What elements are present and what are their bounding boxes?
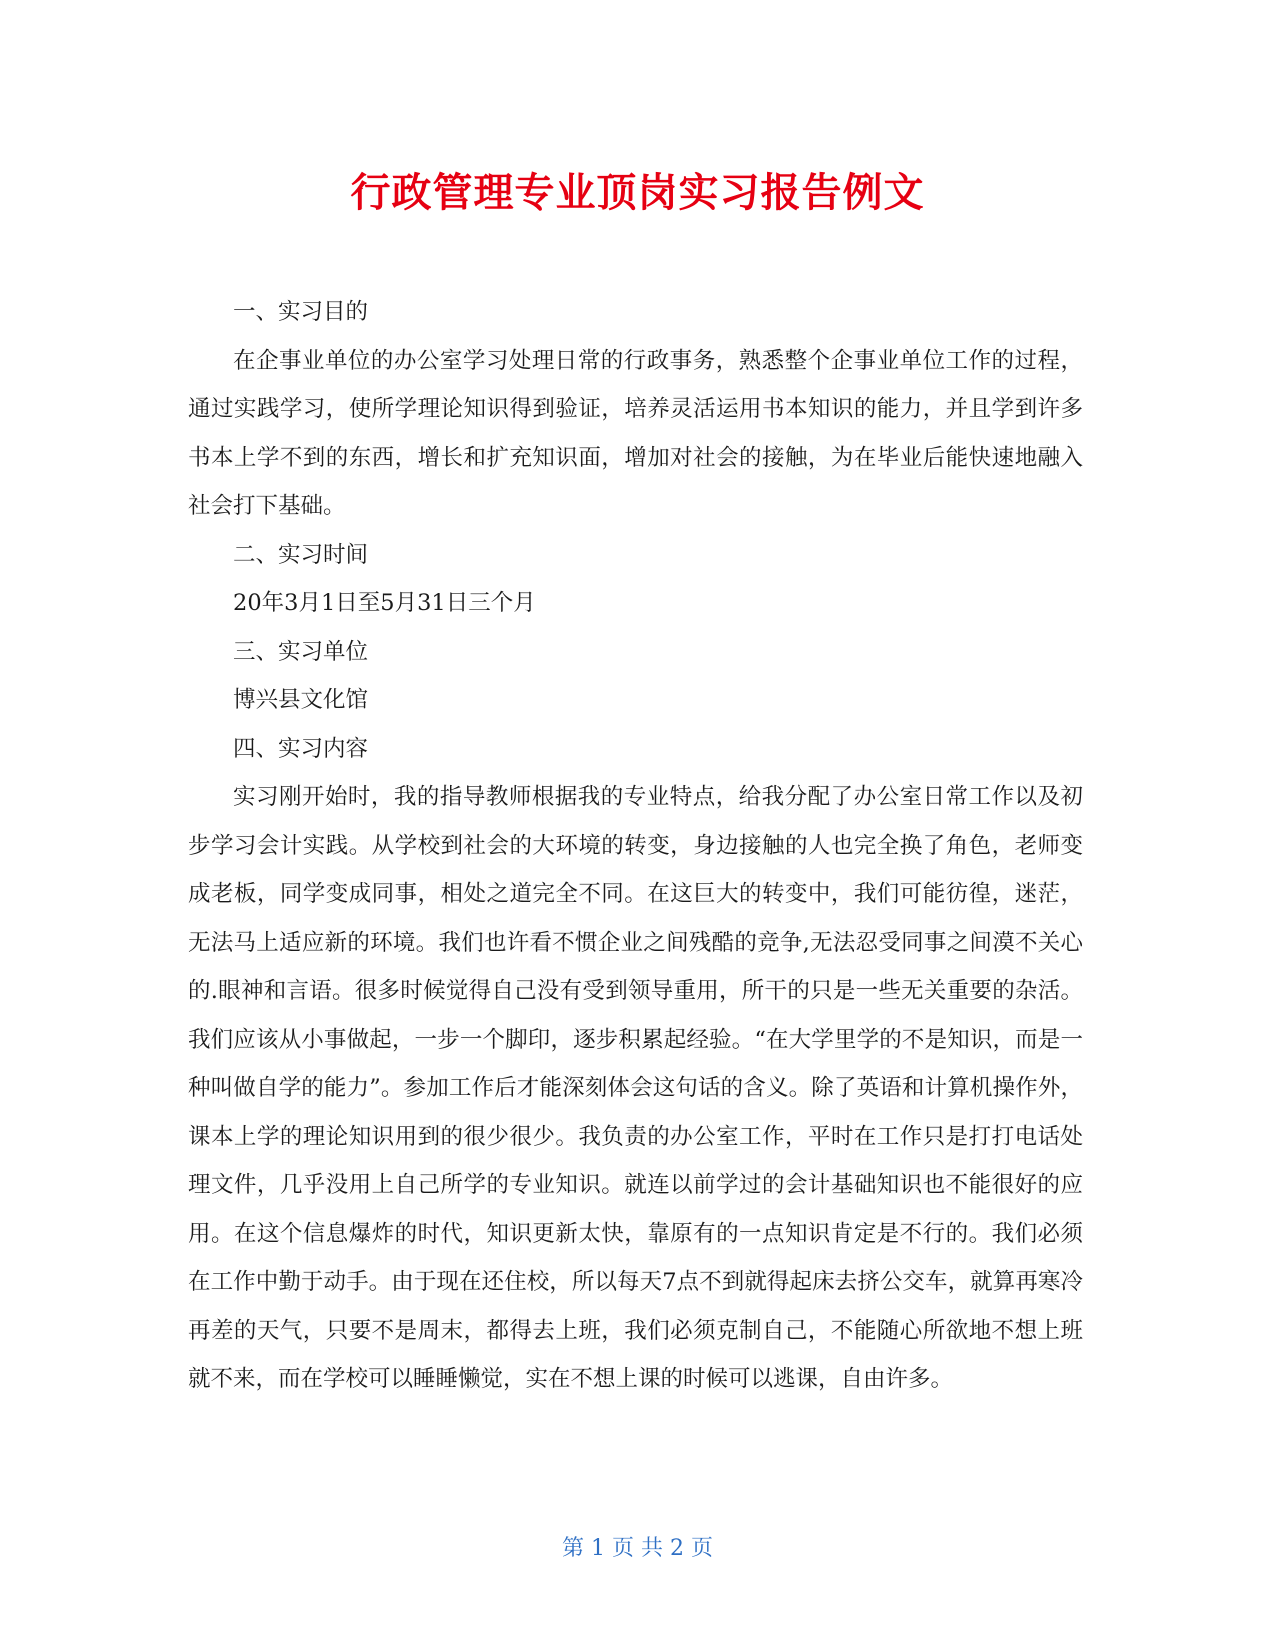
section-heading-unit: 三、实习单位 <box>233 638 369 665</box>
page-number-text: 第 1 页 共 2 页 <box>562 1536 713 1561</box>
section-heading-content: 四、实习内容 <box>233 735 369 762</box>
document-title: 行政管理专业顶岗实习报告例文 <box>350 170 925 216</box>
paragraph-content: 实习刚开始时，我的指导教师根据我的专业特点，给我分配了办公室日常工作以及初步学习会计实践。从学校到社会的大环境的转变，身边接触的人也完全换了角色，老师变成老板，同学变成同事，相处之道完全不同。在这巨大的转变中，我们可能彷徨，迷茫，无法马上适应新的环境。我们也许看不惯企业之间残酷的竞争,无法忍受同事之间漠不关心的.眼神和言语。很多时候觉得自己没有受到领导重用，所干的只是一些无关重要的杂活。我们应该从小事做起，一步一个脚印，逐步积累起经验。“在大学里学的不是知识，而是一种叫做自学的能力”。参加工作后才能深刻体会这句话的含义。除了英语和计算机操作外，课本上学的理论知识用到的很少很少。我负责的办公室工作，平时在工作只是打打电话处理文件，几乎没用上自己所学的专业知识。就连以前学过的会计基础知识也不能很好的应用。在这个信息爆炸的时代，知识更新太快，靠原有的一点知识肯定是不行的。我们必须在工作中勤于动手。由于现在还住校，所以每天7点不到就得起床去挤公交车，就算再寒冷再差的天气，只要不是周末，都得去上班，我们必须克制自己，不能随心所欲地不想上班就不来，而在学校可以睡睡懒觉，实在不想上课的时候可以逃课，自由许多。 <box>188 784 1083 1392</box>
paragraph-purpose: 在企事业单位的办公室学习处理日常的行政事务，熟悉整个企事业单位工作的过程，通过实践学习，使所学理论知识得到验证，培养灵活运用书本知识的能力，并且学到许多书本上学不到的东西，增长和扩充知识面，增加对社会的接触，为在毕业后能快速地融入社会打下基础。 <box>188 347 1083 519</box>
paragraph-time: 20年3月1日至5月31日三个月 <box>233 590 536 616</box>
section-heading-time: 二、实习时间 <box>233 541 369 568</box>
section-heading-purpose: 一、实习目的 <box>233 299 369 325</box>
paragraph-unit: 博兴县文化馆 <box>233 687 369 713</box>
page-number-footer <box>0 1534 1275 1564</box>
document-body <box>188 288 1083 1404</box>
